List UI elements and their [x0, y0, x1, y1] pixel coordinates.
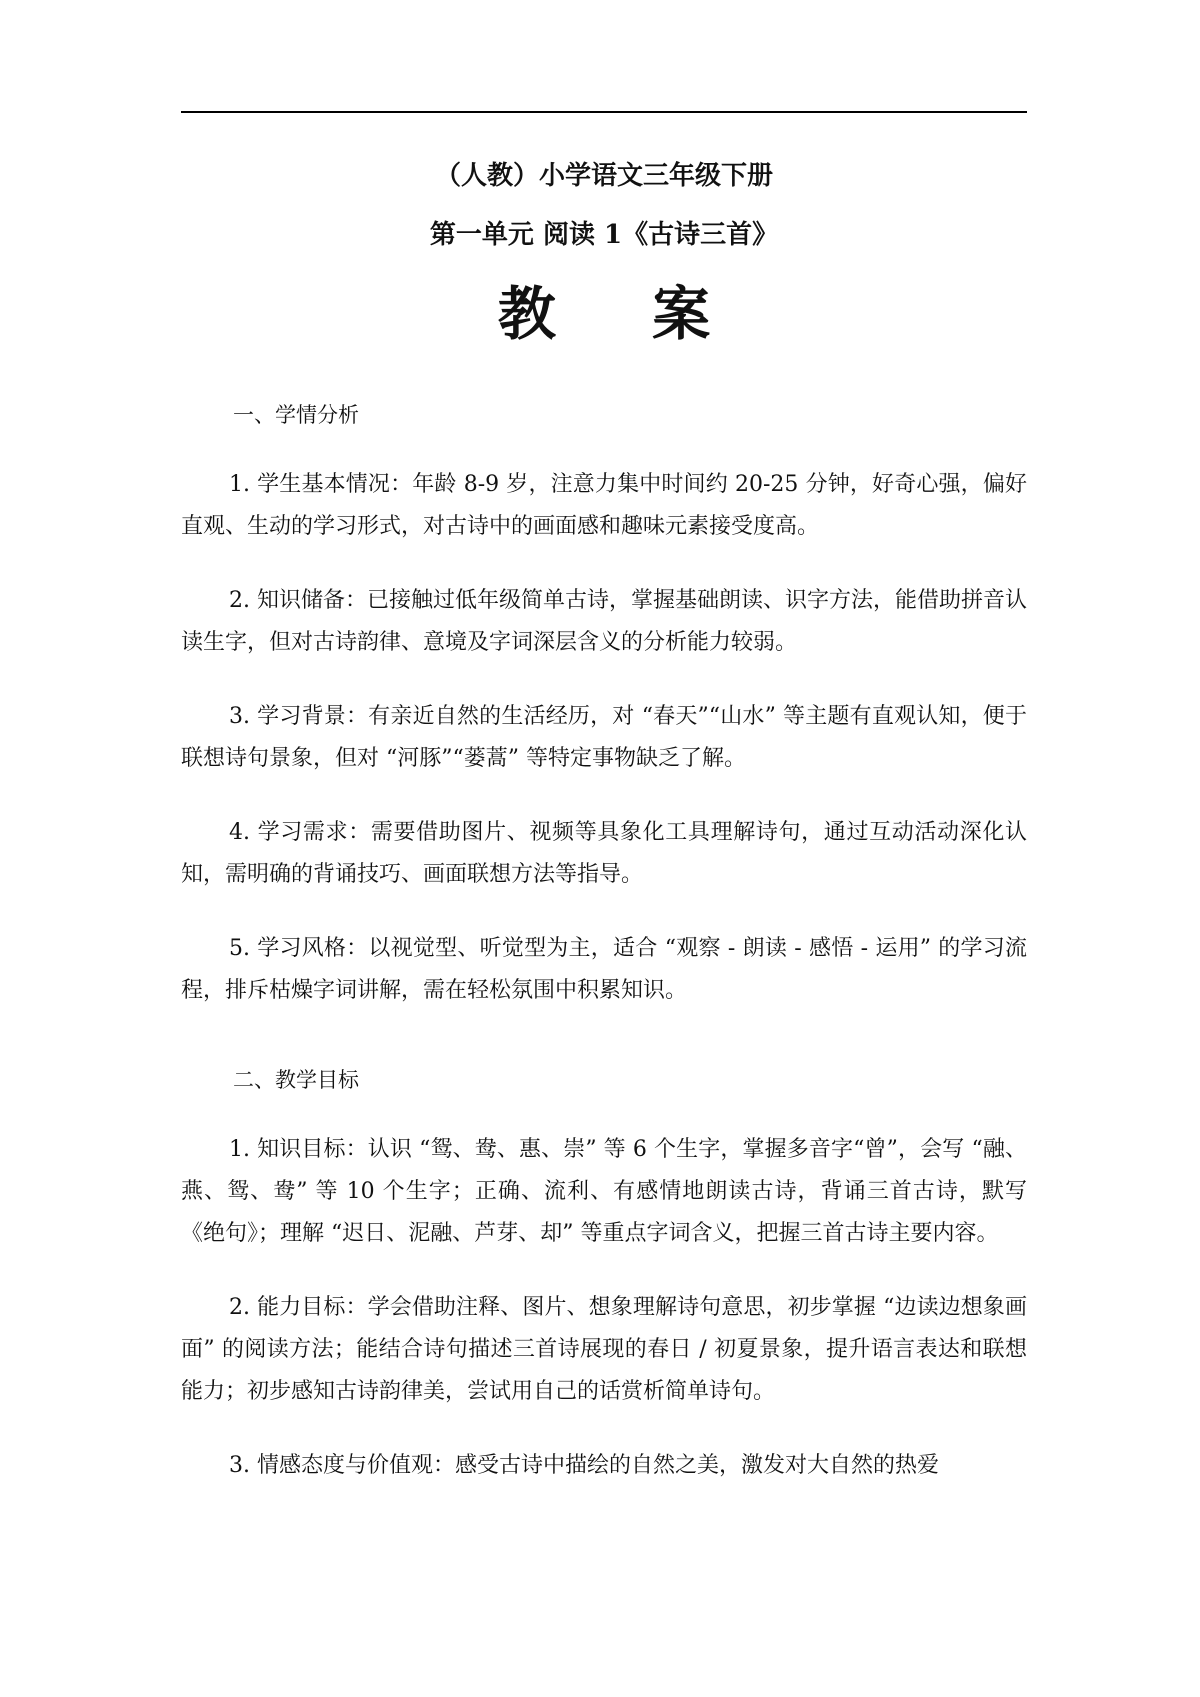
paragraph: 5. 学习风格：以视觉型、听觉型为主，适合 “观察 - 朗读 - 感悟 - 运用” 的学习流程，排斥枯燥字词讲解，需在轻松氛围中积累知识。: [181, 936, 1027, 1003]
paragraph: 2. 知识储备：已接触过低年级简单古诗，掌握基础朗读、识字方法，能借助拼音认读生字，但对古诗韵律、意境及字词深层含义的分析能力较弱。: [181, 588, 1027, 655]
lesson-title: 第一单元 阅读 1《古诗三首》: [429, 220, 779, 250]
header-rule: [181, 111, 1027, 113]
page-title: 教 案: [497, 280, 749, 348]
document-body: [181, 150, 1027, 1487]
section-heading-learner-analysis: 一、学情分析: [233, 403, 359, 427]
paragraph: 2. 能力目标：学会借助注释、图片、想象理解诗句意思，初步掌握 “边读边想象画面” 的阅读方法；能结合诗句描述三首诗展现的春日 / 初夏景象，提升语言表达和联想能力；初步感知古诗韵律美，尝试用自己的话赏析简单诗句。: [181, 1295, 1027, 1404]
paragraph: 3. 学习背景：有亲近自然的生活经历，对 “春天”“山水” 等主题有直观认知，便于联想诗句景象，但对 “河豚”“蒌蒿” 等特定事物缺乏了解。: [181, 704, 1027, 771]
document-subtitle: （人教）小学语文三年级下册: [434, 161, 773, 191]
paragraph: 4. 学习需求：需要借助图片、视频等具象化工具理解诗句，通过互动活动深化认知，需明确的背诵技巧、画面联想方法等指导。: [181, 820, 1027, 887]
paragraph: 1. 学生基本情况：年龄 8-9 岁，注意力集中时间约 20-25 分钟，好奇心强，偏好直观、生动的学习形式，对古诗中的画面感和趣味元素接受度高。: [181, 472, 1027, 539]
paragraph: 1. 知识目标：认识 “鸳、鸯、惠、崇” 等 6 个生字，掌握多音字“曾”，会写 “融、燕、鸳、鸯” 等 10 个生字；正确、流利、有感情地朗读古诗，背诵三首古诗，默写《绝句》；理解 “迟日、泥融、芦芽、却” 等重点字词含义，把握三首古诗主要内容。: [181, 1137, 1027, 1246]
paragraph: 3. 情感态度与价值观：感受古诗中描绘的自然之美，激发对大自然的热爱: [229, 1453, 939, 1478]
section-heading-teaching-goals: 二、教学目标: [233, 1068, 359, 1092]
